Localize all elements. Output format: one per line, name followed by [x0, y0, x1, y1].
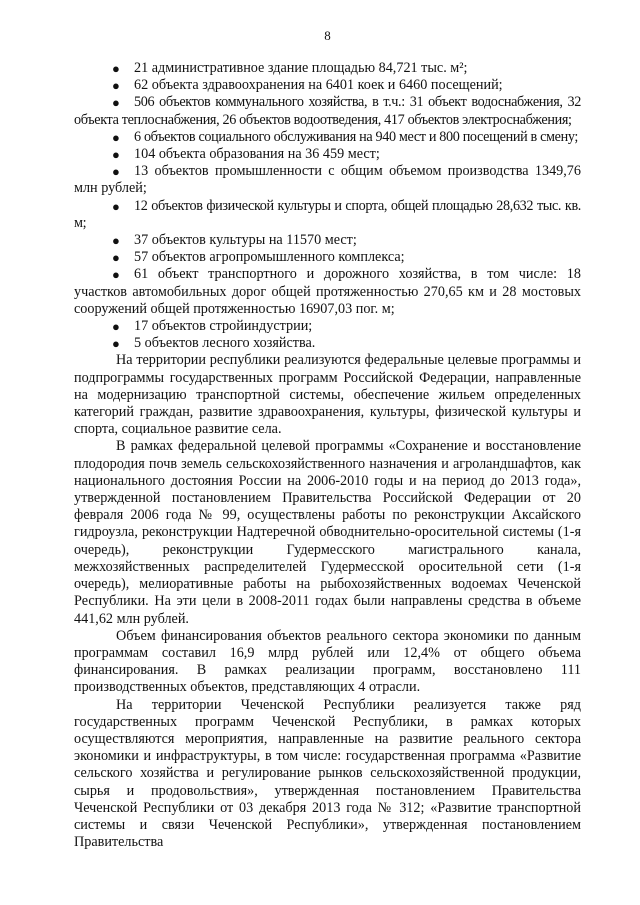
- list-item: [74, 77, 581, 94]
- list-item: [74, 94, 581, 128]
- list-item-text: 506 объектов коммунального хозяйства, в т.ч.: 31 объект водоснабжения, 32 объекта теплоснабжения, 26 объектов водоотведения, 417 объектов электроснабжения;: [74, 94, 581, 128]
- document-body: [74, 60, 581, 851]
- list-item-text: 21 административное здание площадью 84,721 тыс. м²;: [134, 60, 468, 76]
- bullet-icon: ●: [112, 233, 120, 249]
- list-item: [74, 232, 581, 249]
- bullet-icon: ●: [112, 78, 120, 94]
- list-item: [74, 335, 581, 352]
- bullet-icon: ●: [112, 250, 120, 266]
- paragraph: На территории республики реализуются федеральные целевые программы и подпрограммы государственных программ Российской Федерации, направленные на модернизацию транспортной системы, обеспечение жильем определенных категорий граждан, развитие здравоохранения, культуры, физической культуры и спорта, социальное развитие села.: [74, 352, 581, 438]
- paragraph: На территории Чеченской Республики реализуется также ряд государственных программ Чеченской Республики, в рамках которых осуществляются мероприятия, направленные на развитие реального сектора экономики и инфраструктуры, в том числе: государственная программа «Развитие сельского хозяйства и регулирование рынков сельскохозяйственной продукции, сырья и продовольствия», утвержденная постановлением Правительства Чеченской Республики от 03 декабря 2013 года № 312; «Развитие транспортной системы и связи Чеченской Республики», утвержденная постановлением Правительства: [74, 696, 581, 851]
- list-item-text: 61 объект транспортного и дорожного хозяйства, в том числе: 18 участков автомобильных дорог общей протяженностью 270,65 км и 28 мостовых сооружений общей протяженностью 16907,03 пог. м;: [74, 266, 581, 317]
- list-item-text: 62 объекта здравоохранения на 6401 коек и 6460 посещений;: [134, 77, 503, 94]
- list-item-text: 57 объектов агропромышленного комплекса;: [134, 249, 405, 266]
- list-item: [74, 198, 581, 232]
- list-item-text: 13 объектов промышленности с общим объемом производства 1349,76 млн рублей;: [74, 163, 581, 197]
- list-item: [74, 146, 581, 163]
- bullet-icon: ●: [112, 164, 120, 180]
- bullet-icon: ●: [112, 61, 120, 76]
- list-item-text: 12 объектов физической культуры и спорта, общей площадью 28,632 тыс. кв. м;: [74, 197, 581, 231]
- list-item: [74, 266, 581, 318]
- list-item: [74, 249, 581, 266]
- list-item: [74, 60, 581, 77]
- list-item-text: 6 объектов социального обслуживания на 940 мест и 800 посещений в смену;: [134, 128, 579, 145]
- bullet-icon: ●: [112, 95, 120, 111]
- bullet-icon: ●: [112, 129, 120, 145]
- list-item-text: 37 объектов культуры на 11570 мест;: [134, 232, 357, 249]
- list-item: [74, 163, 581, 197]
- bullet-icon: ●: [112, 336, 120, 352]
- paragraph: Объем финансирования объектов реального сектора экономики по данным программам составил 16,9 млрд рублей или 12,4% от общего объема финансирования. В рамках реализации программ, восстановлено 111 производственных объектов, представляющих 4 отрасли.: [74, 627, 581, 696]
- list-item: [74, 318, 581, 335]
- page-number: 8: [324, 28, 331, 43]
- list-item-text: 5 объектов лесного хозяйства.: [134, 335, 316, 352]
- bullet-icon: ●: [112, 319, 120, 335]
- bullet-icon: ●: [112, 198, 120, 214]
- paragraph: В рамках федеральной целевой программы «Сохранение и восстановление плодородия почв земель сельскохозяйственного назначения и агроландшафтов, как национального достояния России на 2006-2010 годы и на период до 2013 года», утвержденной постановлением Правительства Российской Федерации от 20 февраля 2006 года № 99, осуществлены работы по реконструкции Аксайского гидроузла, реконструкции Надтеречной обводнительно-оросительной системы (1-я очередь), реконструкции Гудермесского магистрального канала, межхозяйственных распределителей Гудермесской оросительной сети (1-я очередь), мелиоративные работы на рыбохозяйственных водоемах Чеченской Республики. На эти цели в 2008-2011 годах были направлены средства в объеме 441,62 млн рублей.: [74, 438, 581, 627]
- list-item-text: 104 объекта образования на 36 459 мест;: [134, 146, 380, 163]
- list-item: [74, 129, 581, 146]
- facilities-list: [74, 60, 581, 352]
- bullet-icon: ●: [112, 147, 120, 163]
- list-item-text: 17 объектов стройиндустрии;: [134, 318, 313, 335]
- bullet-icon: ●: [112, 267, 120, 283]
